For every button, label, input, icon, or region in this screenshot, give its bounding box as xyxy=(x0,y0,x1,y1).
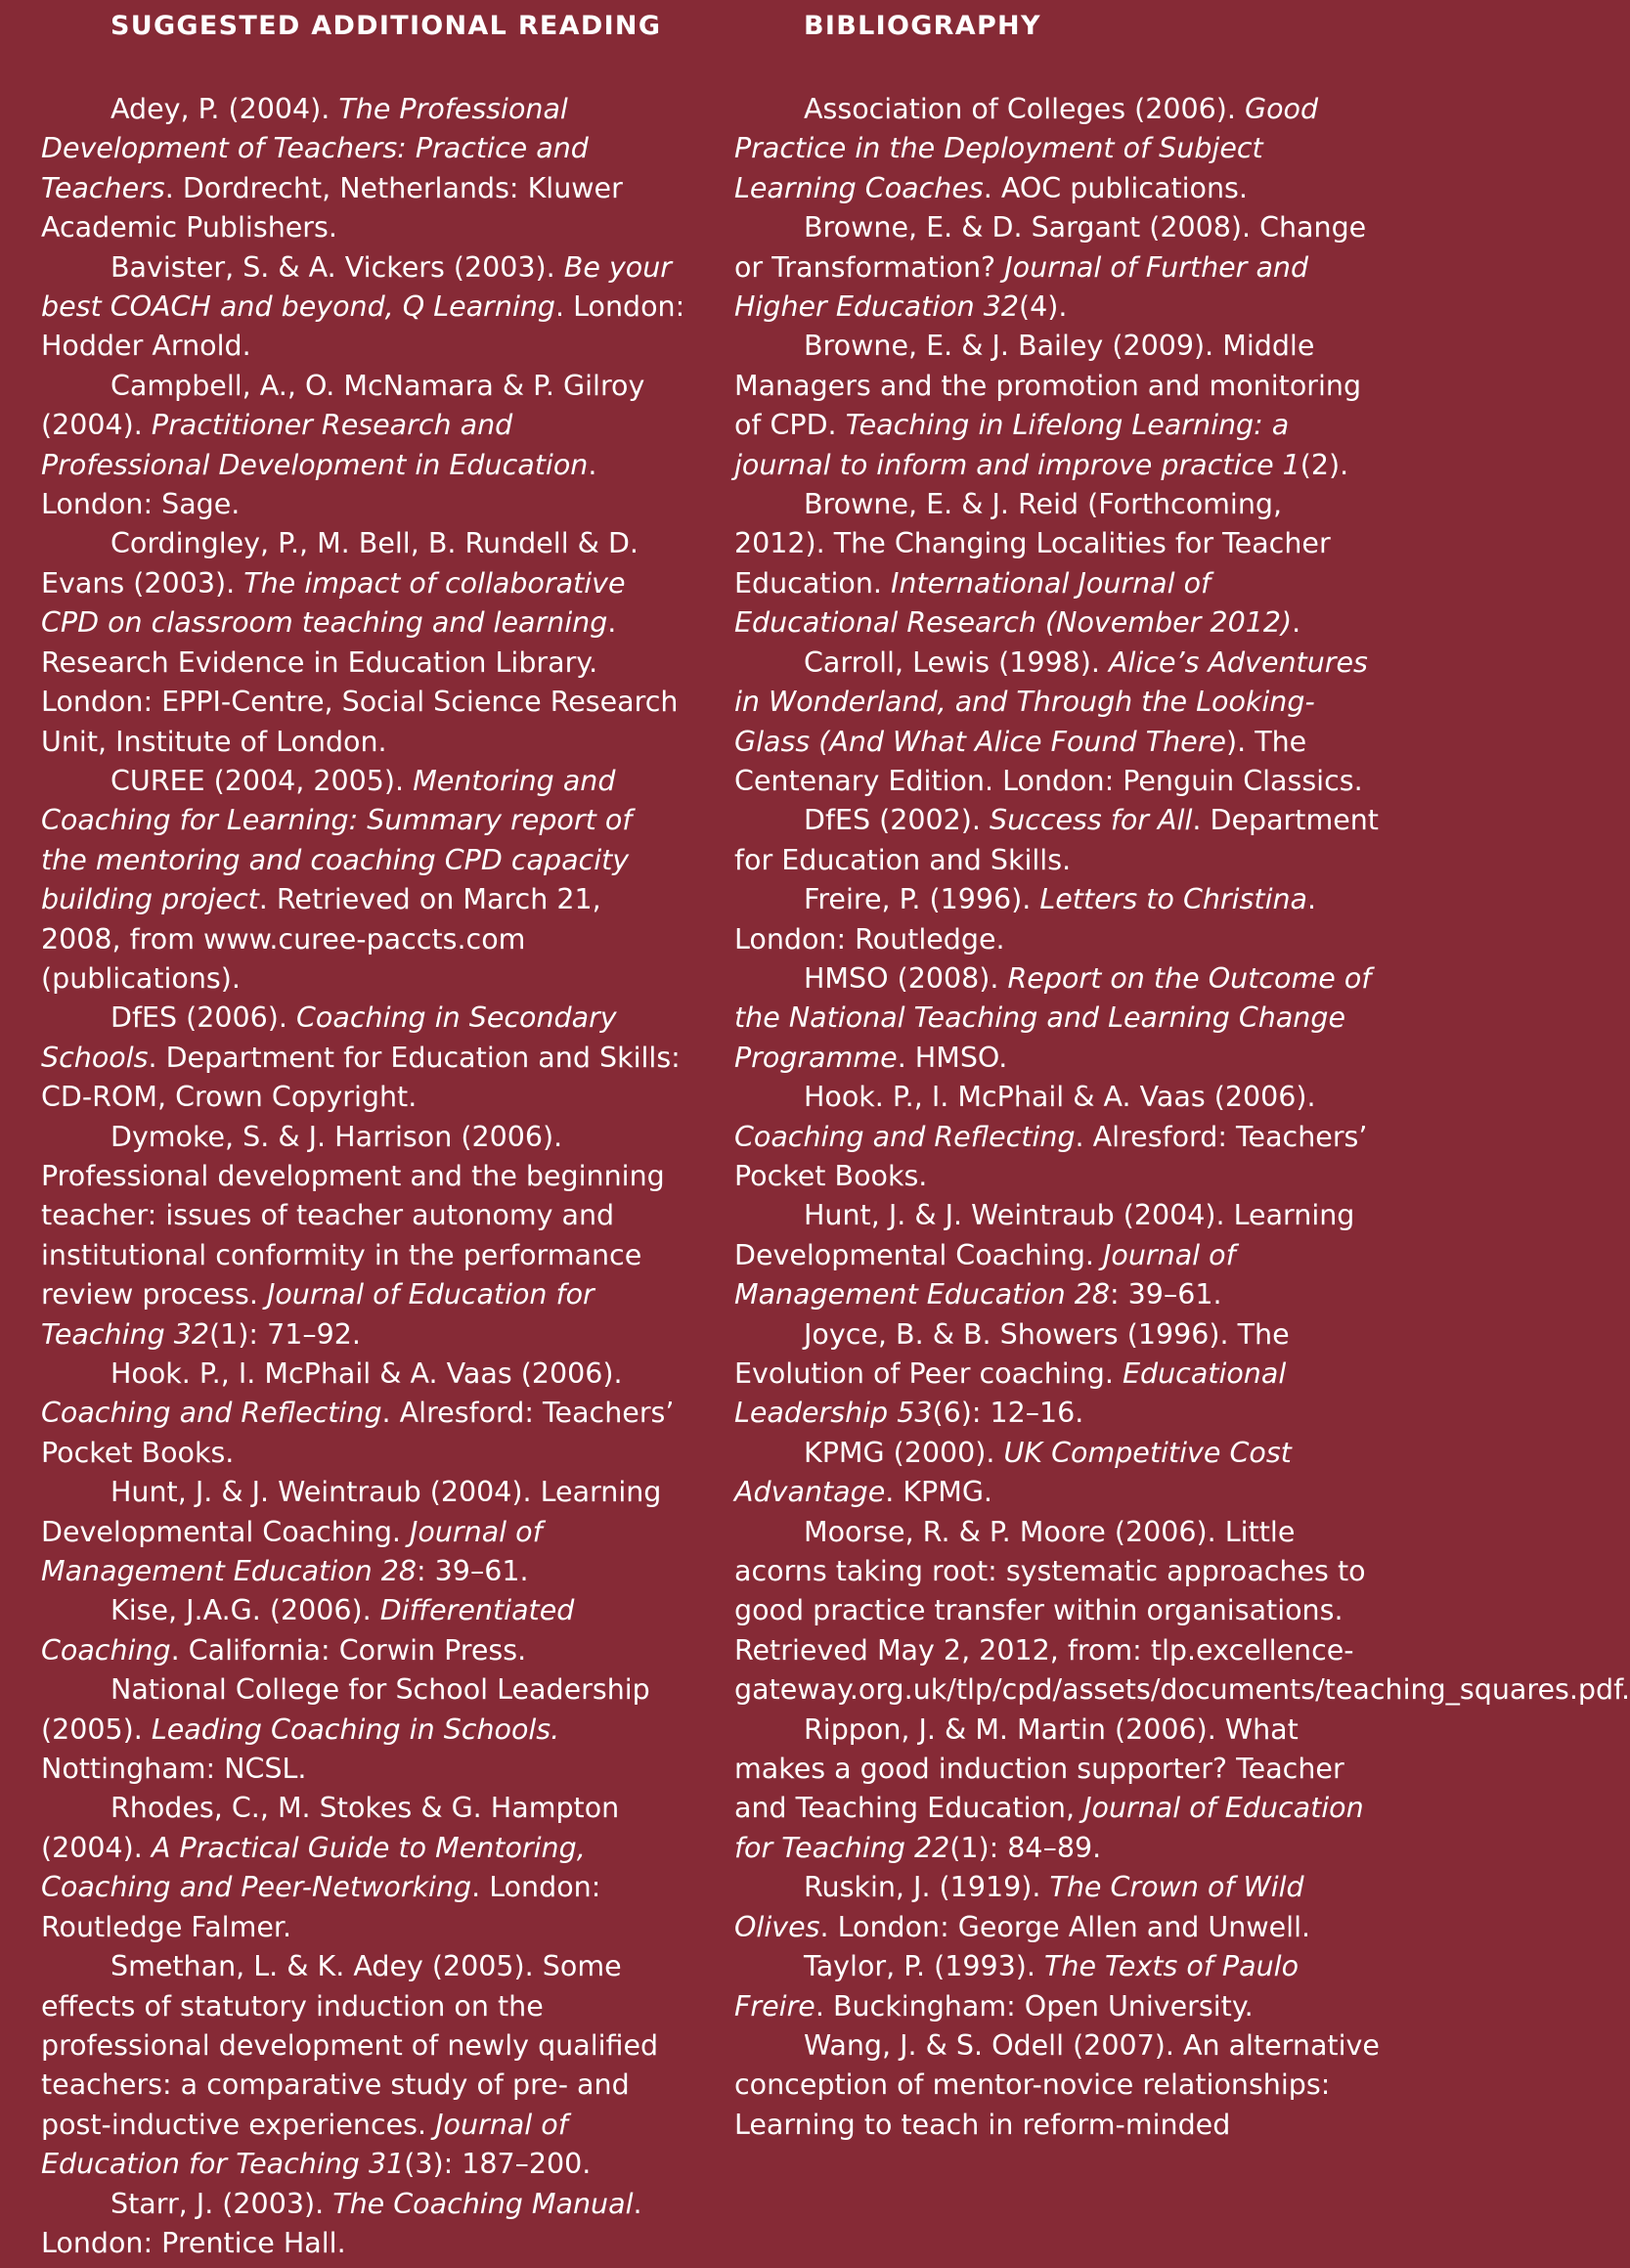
suggested-reading-list xyxy=(41,90,686,2263)
reference-title: Journal of Management Education 28 xyxy=(41,1515,543,1588)
suggested-reading-column xyxy=(41,0,686,2263)
reference-text: . Department for Education and Skills: CD-ROM, Crown Copyright. xyxy=(41,1041,681,1114)
reference-title: UK Competitive Cost Advantage xyxy=(734,1436,1292,1509)
reference-text: . KPMG. xyxy=(885,1476,992,1509)
reference-text: Rhodes, C., M. Stokes & G. Hampton (2004). xyxy=(41,1792,620,1864)
bibliography-column xyxy=(734,0,1630,2145)
reference-entry xyxy=(734,880,1380,959)
reference-text: Joyce, B. & B. Showers (1996). The Evolution of Peer coaching. xyxy=(734,1317,1290,1390)
reference-text: (1): 84–89. xyxy=(949,1831,1102,1864)
reference-entry xyxy=(734,801,1380,880)
reference-entry xyxy=(41,367,686,525)
reference-text: Hook. P., I. McPhail & A. Vaas (2006). xyxy=(804,1081,1316,1114)
reference-text: . Buckingham: Open University. xyxy=(815,1989,1254,2023)
reference-title: The Texts of Paulo Freire xyxy=(734,1950,1300,2023)
reference-entry xyxy=(734,1434,1380,1513)
reference-entry xyxy=(41,1118,686,1355)
reference-text: DfES (2002). xyxy=(804,804,991,837)
reference-entry xyxy=(41,1355,686,1473)
reference-text: . California: Corwin Press. xyxy=(170,1633,527,1667)
reference-entry xyxy=(41,1591,686,1670)
reference-text: Carroll, Lewis (1998). xyxy=(804,645,1109,679)
reference-text: Freire, P. (1996). xyxy=(804,883,1040,916)
reference-text: Wang, J. & S. Odell (2007). An alternative conception of mentor-novice relationships: Learning to teach in reform-minded xyxy=(734,2028,1380,2141)
reference-title: The Coaching Manual xyxy=(332,2187,634,2220)
reference-text: Hook. P., I. McPhail & A. Vaas (2006). xyxy=(110,1357,623,1390)
reference-text: Ruskin, J. (1919). xyxy=(804,1871,1050,1904)
reference-title: The Professional Development of Teachers: Practice and Teachers xyxy=(41,93,589,204)
reference-entry xyxy=(41,1473,686,1591)
reference-title: Letters to Christina xyxy=(1039,883,1308,916)
reference-text: Bavister, S. & A. Vickers (2003). xyxy=(110,250,564,284)
reference-text: Starr, J. (2003). xyxy=(110,2187,333,2220)
reference-title: Journal of Further and Higher Education 32 xyxy=(734,250,1309,324)
bibliography-list xyxy=(734,90,1630,2145)
reference-text: (2). xyxy=(1300,448,1349,481)
reference-title: Journal of Education for Teaching 22 xyxy=(734,1792,1364,1864)
reference-entry xyxy=(734,90,1380,208)
reference-text: Hunt, J. & J. Weintraub (2004). Learning Developmental Coaching. xyxy=(734,1199,1355,1271)
reference-text: Kise, J.A.G. (2006). xyxy=(110,1594,380,1627)
reference-title: Report on the Outcome of the National Teaching and Learning Change Programme xyxy=(734,961,1372,1074)
reference-text: . Retrieved on March 21, 2008, from www.curee-paccts.com (publications). xyxy=(41,883,601,995)
reference-title: Teaching in Lifelong Learning: a journal to inform and improve practice 1 xyxy=(734,409,1300,481)
reference-title: The impact of collaborative CPD on classroom teaching and learning xyxy=(41,566,626,640)
reference-text: Moorse, R. & P. Moore (2006). Little acorns taking root: systematic approaches to good practice transfer within organisations. Retrieved May 2, 2012, from: tlp.excellence-gateway.org.uk/tlp/cpd/assets/documents/teaching_squares.pdf. xyxy=(734,1515,1630,1707)
reference-text: . Research Evidence in Education Library. London: EPPI-Centre, Social Science Research Unit, Institute of London. xyxy=(41,606,679,758)
reference-text: . London: Hodder Arnold. xyxy=(41,290,685,363)
reference-title: International Journal of Educational Research (November 2012) xyxy=(734,566,1293,640)
reference-entry xyxy=(734,208,1380,327)
reference-title: Educational Leadership 53 xyxy=(734,1357,1287,1430)
reference-entry xyxy=(41,762,686,999)
reference-title: Coaching and Reflecting xyxy=(734,1120,1076,1153)
reference-text: HMSO (2008). xyxy=(804,961,1008,995)
reference-text: Browne, E. & J. Reid (Forthcoming, 2012). The Changing Localities for Teacher Education. xyxy=(734,488,1331,600)
reference-text: Rippon, J. & M. Martin (2006). What makes a good induction supporter? Teacher and Teaching Education, xyxy=(734,1712,1344,1825)
reference-entry xyxy=(41,1947,686,2184)
reference-text: Adey, P. (2004). xyxy=(110,93,339,125)
reference-title: Journal of Management Education 28 xyxy=(734,1238,1236,1312)
reference-entry xyxy=(734,1868,1380,1947)
reference-title: The Crown of Wild Olives xyxy=(734,1871,1304,1943)
reference-title: Be your best COACH and beyond, Q Learning xyxy=(41,250,673,324)
reference-text: (3): 187–200. xyxy=(404,2148,592,2181)
reference-entry xyxy=(734,1947,1380,2026)
reference-entry xyxy=(41,524,686,761)
bibliography-heading: BIBLIOGRAPHY xyxy=(804,11,1041,41)
reference-text: (6): 12–16. xyxy=(932,1397,1084,1430)
reference-text: Association of Colleges (2006). xyxy=(804,93,1245,125)
reference-text: . London: Routledge. xyxy=(734,883,1317,956)
reference-entry xyxy=(734,1711,1380,1869)
reference-entry xyxy=(734,1078,1380,1196)
reference-text: Cordingley, P., M. Bell, B. Rundell & D. Evans (2003). xyxy=(41,527,639,600)
reference-title: Leading Coaching in Schools. xyxy=(151,1712,560,1746)
reference-title: Practitioner Research and Professional Development in Education xyxy=(41,409,589,481)
reference-entry xyxy=(41,90,686,248)
reference-text: : 39–61. xyxy=(1110,1278,1222,1312)
reference-text: . xyxy=(1292,606,1301,640)
reference-entry xyxy=(734,2026,1380,2145)
reference-text: DfES (2006). xyxy=(110,1001,297,1035)
reference-title: Mentoring and Coaching for Learning: Summary report of the mentoring and coaching CPD capacity building project xyxy=(41,764,633,916)
reference-text: Taylor, P. (1993). xyxy=(804,1950,1044,1983)
reference-text: Hunt, J. & J. Weintraub (2004). Learning Developmental Coaching. xyxy=(41,1476,662,1548)
reference-text: . London: Prentice Hall. xyxy=(41,2187,642,2259)
reference-entry xyxy=(734,485,1380,644)
reference-title: Journal of Education for Teaching 31 xyxy=(41,2108,568,2181)
reference-title: Journal of Education for Teaching 32 xyxy=(41,1278,595,1351)
suggested-reading-heading: SUGGESTED ADDITIONAL READING xyxy=(110,11,662,41)
reference-text: National College for School Leadership (2005). xyxy=(41,1673,650,1746)
reference-entry xyxy=(41,999,686,1117)
reference-entry xyxy=(734,1513,1630,1711)
reference-title: Coaching in Secondary Schools xyxy=(41,1001,617,1074)
reference-entry xyxy=(734,644,1380,802)
reference-entry xyxy=(734,959,1380,1078)
reference-text: . Dordrecht, Netherlands: Kluwer Academic Publishers. xyxy=(41,171,623,245)
reference-title: Success for All xyxy=(990,804,1193,837)
reference-entry xyxy=(41,1670,686,1789)
reference-text: ). The Centenary Edition. London: Penguin Classics. xyxy=(734,725,1363,797)
reference-text: . Department for Education and Skills. xyxy=(734,804,1379,876)
reference-title: Coaching and Reflecting xyxy=(41,1397,382,1430)
reference-text: . Alresford: Teachers’ Pocket Books. xyxy=(41,1397,675,1469)
reference-text: . London: Sage. xyxy=(41,448,597,521)
reference-entry xyxy=(734,1315,1380,1434)
reference-text: (4). xyxy=(1019,290,1068,324)
reference-text: Browne, E. & D. Sargant (2008). Change or Transformation? xyxy=(734,211,1367,284)
reference-entry xyxy=(734,1196,1380,1314)
reference-text: . HMSO. xyxy=(897,1041,1008,1074)
reference-text: (1): 71–92. xyxy=(209,1317,361,1351)
reference-entry xyxy=(41,248,686,367)
reference-entry xyxy=(41,2185,686,2264)
reference-text: . AOC publications. xyxy=(983,171,1248,204)
reference-text: . Alresford: Teachers’ Pocket Books. xyxy=(734,1120,1368,1192)
reference-text: Browne, E. & J. Bailey (2009). Middle Managers and the promotion and monitoring of CPD. xyxy=(734,330,1362,442)
reference-title: A Practical Guide to Mentoring, Coaching and Peer-Networking xyxy=(41,1831,586,1904)
reference-text: CUREE (2004, 2005). xyxy=(110,764,414,797)
reference-title: Differentiated Coaching xyxy=(41,1594,575,1667)
reference-entry xyxy=(41,1789,686,1947)
reference-text: . London: George Allen and Unwell. xyxy=(819,1910,1311,1943)
reference-text: Smethan, L. & K. Adey (2005). Some effects of statutory induction on the professional development of newly qualified teachers: a comparative study of pre- and post-inductive experiences. xyxy=(41,1950,659,2141)
reference-text: . London: Routledge Falmer. xyxy=(41,1871,601,1943)
reference-text: Campbell, A., O. McNamara & P. Gilroy (2004). xyxy=(41,369,645,442)
reference-text: : 39–61. xyxy=(417,1555,529,1588)
reference-title: Good Practice in the Deployment of Subject Learning Coaches xyxy=(734,93,1319,204)
reference-title: Alice’s Adventures in Wonderland, and Through the Looking-Glass (And What Alice Found There xyxy=(734,645,1368,758)
reference-entry xyxy=(734,327,1380,485)
reference-text: KPMG (2000). xyxy=(804,1436,1004,1469)
reference-text: Nottingham: NCSL. xyxy=(41,1753,307,1786)
reference-text: Dymoke, S. & J. Harrison (2006). Professional development and the beginning teacher: issues of teacher autonomy and institutional conformity in the performance review process. xyxy=(41,1120,665,1312)
